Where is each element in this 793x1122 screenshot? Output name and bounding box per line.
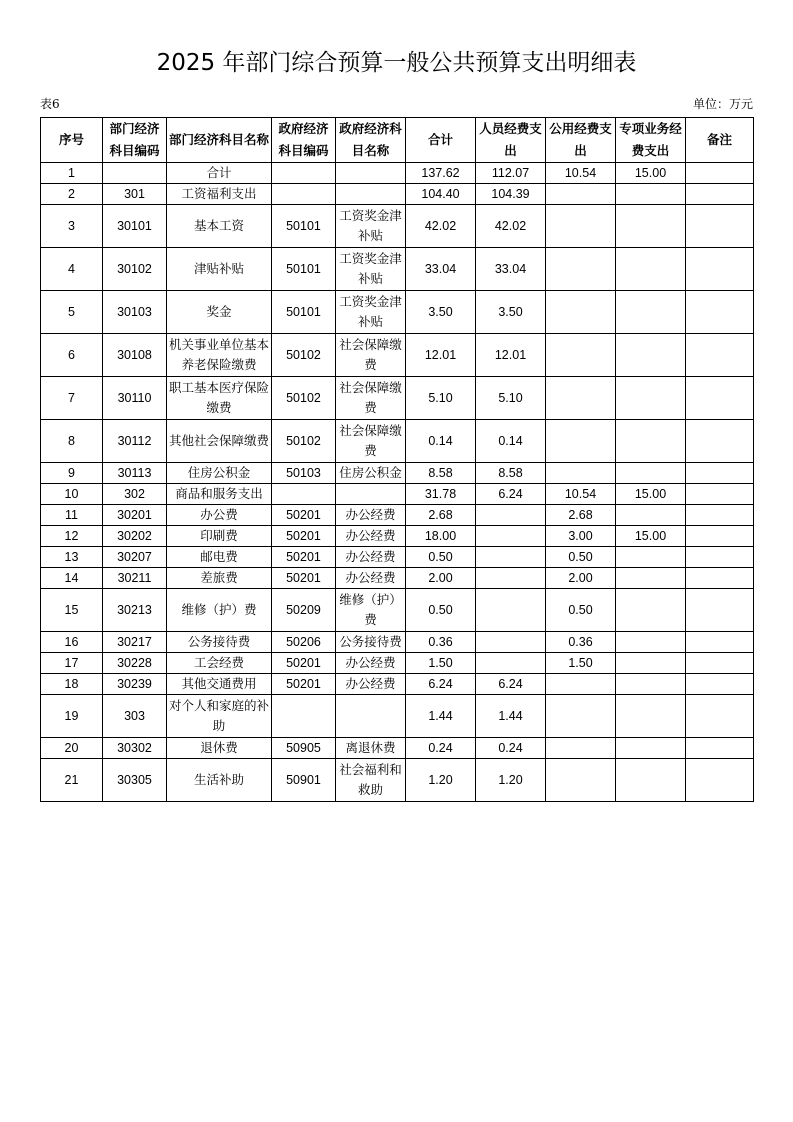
cell-note	[686, 505, 754, 526]
header-total: 合计	[406, 118, 476, 163]
cell-seq: 6	[41, 334, 103, 377]
cell-total: 1.20	[406, 759, 476, 802]
cell-public	[546, 759, 616, 802]
cell-total: 1.44	[406, 695, 476, 738]
cell-special	[616, 184, 686, 205]
table-row	[41, 759, 754, 802]
cell-special: 15.00	[616, 163, 686, 184]
cell-special	[616, 377, 686, 420]
cell-total: 104.40	[406, 184, 476, 205]
cell-total: 42.02	[406, 205, 476, 248]
cell-gov-code: 50201	[272, 674, 336, 695]
table-row	[41, 695, 754, 738]
cell-public: 2.68	[546, 505, 616, 526]
header-seq: 序号	[41, 118, 103, 163]
cell-dept-code: 30211	[103, 568, 167, 589]
unit-label: 单位：万元	[692, 97, 753, 111]
cell-note	[686, 205, 754, 248]
cell-total: 33.04	[406, 248, 476, 291]
cell-gov-code: 50101	[272, 248, 336, 291]
cell-gov-code: 50103	[272, 463, 336, 484]
cell-special	[616, 589, 686, 632]
table-row	[41, 738, 754, 759]
cell-public: 1.50	[546, 653, 616, 674]
cell-dept-code: 30108	[103, 334, 167, 377]
cell-public: 10.54	[546, 484, 616, 505]
cell-dept-code: 30201	[103, 505, 167, 526]
cell-gov-name: 办公经费	[336, 674, 406, 695]
table-row	[41, 163, 754, 184]
cell-note	[686, 248, 754, 291]
cell-personnel: 1.44	[476, 695, 546, 738]
cell-personnel	[476, 568, 546, 589]
cell-total: 2.00	[406, 568, 476, 589]
cell-gov-name: 公务接待费	[336, 632, 406, 653]
cell-gov-name	[336, 484, 406, 505]
cell-gov-code: 50201	[272, 505, 336, 526]
table-row	[41, 248, 754, 291]
cell-dept-name: 差旅费	[167, 568, 272, 589]
cell-dept-name: 机关事业单位基本养老保险缴费	[167, 334, 272, 377]
cell-dept-name: 工资福利支出	[167, 184, 272, 205]
cell-seq: 11	[41, 505, 103, 526]
cell-personnel: 5.10	[476, 377, 546, 420]
cell-public	[546, 248, 616, 291]
cell-gov-name: 工资奖金津补贴	[336, 291, 406, 334]
cell-dept-code: 30113	[103, 463, 167, 484]
cell-note	[686, 547, 754, 568]
cell-dept-name: 合计	[167, 163, 272, 184]
cell-personnel: 12.01	[476, 334, 546, 377]
cell-gov-name	[336, 163, 406, 184]
cell-special	[616, 674, 686, 695]
cell-dept-code: 30207	[103, 547, 167, 568]
cell-note	[686, 484, 754, 505]
cell-gov-code: 50901	[272, 759, 336, 802]
cell-public	[546, 738, 616, 759]
cell-seq: 17	[41, 653, 103, 674]
cell-public: 0.50	[546, 589, 616, 632]
cell-dept-name: 生活补助	[167, 759, 272, 802]
cell-gov-name: 维修（护）费	[336, 589, 406, 632]
table-row	[41, 334, 754, 377]
cell-personnel: 104.39	[476, 184, 546, 205]
header-special: 专项业务经费支出	[616, 118, 686, 163]
cell-total: 2.68	[406, 505, 476, 526]
cell-personnel: 1.20	[476, 759, 546, 802]
cell-note	[686, 420, 754, 463]
header-dept-code: 部门经济科目编码	[103, 118, 167, 163]
cell-gov-name: 社会保障缴费	[336, 420, 406, 463]
cell-public	[546, 377, 616, 420]
cell-personnel	[476, 653, 546, 674]
cell-seq: 14	[41, 568, 103, 589]
cell-dept-name: 商品和服务支出	[167, 484, 272, 505]
cell-dept-name: 对个人和家庭的补助	[167, 695, 272, 738]
cell-seq: 20	[41, 738, 103, 759]
cell-total: 0.36	[406, 632, 476, 653]
cell-dept-name: 办公费	[167, 505, 272, 526]
table-row	[41, 568, 754, 589]
cell-note	[686, 184, 754, 205]
cell-dept-code: 30217	[103, 632, 167, 653]
cell-public: 0.50	[546, 547, 616, 568]
cell-personnel: 42.02	[476, 205, 546, 248]
cell-special	[616, 547, 686, 568]
cell-special	[616, 738, 686, 759]
cell-dept-code: 30239	[103, 674, 167, 695]
cell-seq: 4	[41, 248, 103, 291]
cell-total: 3.50	[406, 291, 476, 334]
cell-dept-name: 其他社会保障缴费	[167, 420, 272, 463]
cell-seq: 8	[41, 420, 103, 463]
cell-total: 0.14	[406, 420, 476, 463]
cell-public	[546, 291, 616, 334]
cell-total: 0.50	[406, 589, 476, 632]
cell-special	[616, 463, 686, 484]
cell-seq: 3	[41, 205, 103, 248]
header-note: 备注	[686, 118, 754, 163]
table-row	[41, 377, 754, 420]
cell-note	[686, 568, 754, 589]
cell-seq: 7	[41, 377, 103, 420]
cell-gov-code	[272, 184, 336, 205]
table-row	[41, 526, 754, 547]
cell-seq: 1	[41, 163, 103, 184]
cell-gov-code: 50206	[272, 632, 336, 653]
cell-gov-code: 50201	[272, 547, 336, 568]
cell-note	[686, 759, 754, 802]
cell-dept-name: 印刷费	[167, 526, 272, 547]
cell-note	[686, 163, 754, 184]
cell-special	[616, 505, 686, 526]
cell-gov-name: 办公经费	[336, 526, 406, 547]
cell-dept-code: 30213	[103, 589, 167, 632]
cell-dept-code: 30110	[103, 377, 167, 420]
cell-personnel	[476, 547, 546, 568]
cell-public	[546, 674, 616, 695]
cell-dept-name: 职工基本医疗保险缴费	[167, 377, 272, 420]
cell-dept-code: 30102	[103, 248, 167, 291]
cell-dept-code: 30112	[103, 420, 167, 463]
cell-total: 1.50	[406, 653, 476, 674]
cell-seq: 18	[41, 674, 103, 695]
cell-seq: 19	[41, 695, 103, 738]
cell-gov-code: 50201	[272, 653, 336, 674]
cell-dept-code: 30103	[103, 291, 167, 334]
cell-personnel: 6.24	[476, 674, 546, 695]
cell-total: 31.78	[406, 484, 476, 505]
cell-dept-name: 住房公积金	[167, 463, 272, 484]
cell-special	[616, 420, 686, 463]
cell-gov-code: 50102	[272, 377, 336, 420]
cell-gov-name: 社会保障缴费	[336, 377, 406, 420]
cell-dept-code: 30305	[103, 759, 167, 802]
cell-dept-code: 303	[103, 695, 167, 738]
table-row	[41, 589, 754, 632]
cell-note	[686, 589, 754, 632]
cell-special	[616, 632, 686, 653]
cell-personnel	[476, 632, 546, 653]
table-row	[41, 291, 754, 334]
cell-public	[546, 695, 616, 738]
cell-total: 6.24	[406, 674, 476, 695]
cell-gov-code: 50905	[272, 738, 336, 759]
cell-seq: 10	[41, 484, 103, 505]
cell-dept-name: 津贴补贴	[167, 248, 272, 291]
cell-note	[686, 291, 754, 334]
cell-public	[546, 205, 616, 248]
cell-dept-name: 奖金	[167, 291, 272, 334]
table-row	[41, 632, 754, 653]
table-row	[41, 420, 754, 463]
cell-gov-name: 办公经费	[336, 653, 406, 674]
cell-gov-name: 社会保障缴费	[336, 334, 406, 377]
cell-gov-name: 工资奖金津补贴	[336, 205, 406, 248]
cell-note	[686, 738, 754, 759]
cell-total: 0.24	[406, 738, 476, 759]
cell-total: 5.10	[406, 377, 476, 420]
cell-public	[546, 184, 616, 205]
cell-public: 0.36	[546, 632, 616, 653]
cell-personnel	[476, 505, 546, 526]
cell-seq: 5	[41, 291, 103, 334]
cell-total: 12.01	[406, 334, 476, 377]
cell-gov-name: 办公经费	[336, 568, 406, 589]
cell-gov-name: 离退休费	[336, 738, 406, 759]
header-dept-name: 部门经济科目名称	[167, 118, 272, 163]
cell-gov-code: 50201	[272, 526, 336, 547]
budget-table	[40, 117, 754, 802]
cell-gov-code	[272, 484, 336, 505]
cell-personnel	[476, 526, 546, 547]
cell-personnel: 112.07	[476, 163, 546, 184]
table-row	[41, 653, 754, 674]
header-row	[41, 118, 754, 163]
cell-personnel: 3.50	[476, 291, 546, 334]
table-row	[41, 505, 754, 526]
cell-note	[686, 377, 754, 420]
cell-gov-code	[272, 695, 336, 738]
cell-special	[616, 205, 686, 248]
cell-seq: 9	[41, 463, 103, 484]
cell-seq: 2	[41, 184, 103, 205]
cell-public: 10.54	[546, 163, 616, 184]
cell-special: 15.00	[616, 484, 686, 505]
cell-special	[616, 653, 686, 674]
cell-total: 18.00	[406, 526, 476, 547]
page-title: 2025 年部门综合预算一般公共预算支出明细表	[156, 50, 637, 76]
cell-gov-code: 50209	[272, 589, 336, 632]
cell-personnel	[476, 589, 546, 632]
cell-note	[686, 695, 754, 738]
cell-note	[686, 632, 754, 653]
cell-note	[686, 526, 754, 547]
cell-total: 8.58	[406, 463, 476, 484]
cell-personnel: 0.14	[476, 420, 546, 463]
cell-special	[616, 695, 686, 738]
cell-public	[546, 334, 616, 377]
header-personnel: 人员经费支出	[476, 118, 546, 163]
cell-gov-code: 50102	[272, 420, 336, 463]
cell-seq: 21	[41, 759, 103, 802]
cell-public: 2.00	[546, 568, 616, 589]
cell-dept-name: 其他交通费用	[167, 674, 272, 695]
cell-note	[686, 334, 754, 377]
cell-special	[616, 568, 686, 589]
cell-note	[686, 674, 754, 695]
cell-dept-name: 退休费	[167, 738, 272, 759]
cell-dept-name: 维修（护）费	[167, 589, 272, 632]
cell-total: 137.62	[406, 163, 476, 184]
cell-gov-name: 办公经费	[336, 505, 406, 526]
cell-note	[686, 653, 754, 674]
cell-note	[686, 463, 754, 484]
cell-dept-code: 30302	[103, 738, 167, 759]
cell-dept-name: 邮电费	[167, 547, 272, 568]
cell-personnel: 0.24	[476, 738, 546, 759]
cell-gov-code: 50201	[272, 568, 336, 589]
cell-dept-code: 30101	[103, 205, 167, 248]
header-public: 公用经费支出	[546, 118, 616, 163]
cell-personnel: 33.04	[476, 248, 546, 291]
header-gov-code: 政府经济科目编码	[272, 118, 336, 163]
cell-dept-name: 公务接待费	[167, 632, 272, 653]
cell-seq: 13	[41, 547, 103, 568]
cell-dept-name: 基本工资	[167, 205, 272, 248]
cell-gov-name	[336, 695, 406, 738]
cell-gov-code: 50102	[272, 334, 336, 377]
table-number: 表6	[40, 97, 60, 111]
cell-public	[546, 463, 616, 484]
cell-special	[616, 248, 686, 291]
cell-dept-code	[103, 163, 167, 184]
table-row	[41, 184, 754, 205]
cell-public	[546, 420, 616, 463]
cell-dept-code: 302	[103, 484, 167, 505]
cell-dept-code: 30228	[103, 653, 167, 674]
cell-special	[616, 759, 686, 802]
cell-seq: 16	[41, 632, 103, 653]
cell-special: 15.00	[616, 526, 686, 547]
cell-special	[616, 291, 686, 334]
cell-gov-name: 工资奖金津补贴	[336, 248, 406, 291]
cell-gov-name	[336, 184, 406, 205]
cell-gov-code: 50101	[272, 205, 336, 248]
cell-dept-code: 30202	[103, 526, 167, 547]
cell-gov-name: 住房公积金	[336, 463, 406, 484]
cell-personnel: 8.58	[476, 463, 546, 484]
cell-total: 0.50	[406, 547, 476, 568]
cell-special	[616, 334, 686, 377]
cell-public: 3.00	[546, 526, 616, 547]
cell-gov-code: 50101	[272, 291, 336, 334]
header-gov-name: 政府经济科目名称	[336, 118, 406, 163]
cell-gov-code	[272, 163, 336, 184]
table-row	[41, 547, 754, 568]
table-row	[41, 463, 754, 484]
cell-dept-code: 301	[103, 184, 167, 205]
cell-dept-name: 工会经费	[167, 653, 272, 674]
cell-personnel: 6.24	[476, 484, 546, 505]
cell-seq: 15	[41, 589, 103, 632]
cell-gov-name: 社会福利和救助	[336, 759, 406, 802]
cell-gov-name: 办公经费	[336, 547, 406, 568]
table-row	[41, 484, 754, 505]
table-row	[41, 674, 754, 695]
cell-seq: 12	[41, 526, 103, 547]
table-row	[41, 205, 754, 248]
